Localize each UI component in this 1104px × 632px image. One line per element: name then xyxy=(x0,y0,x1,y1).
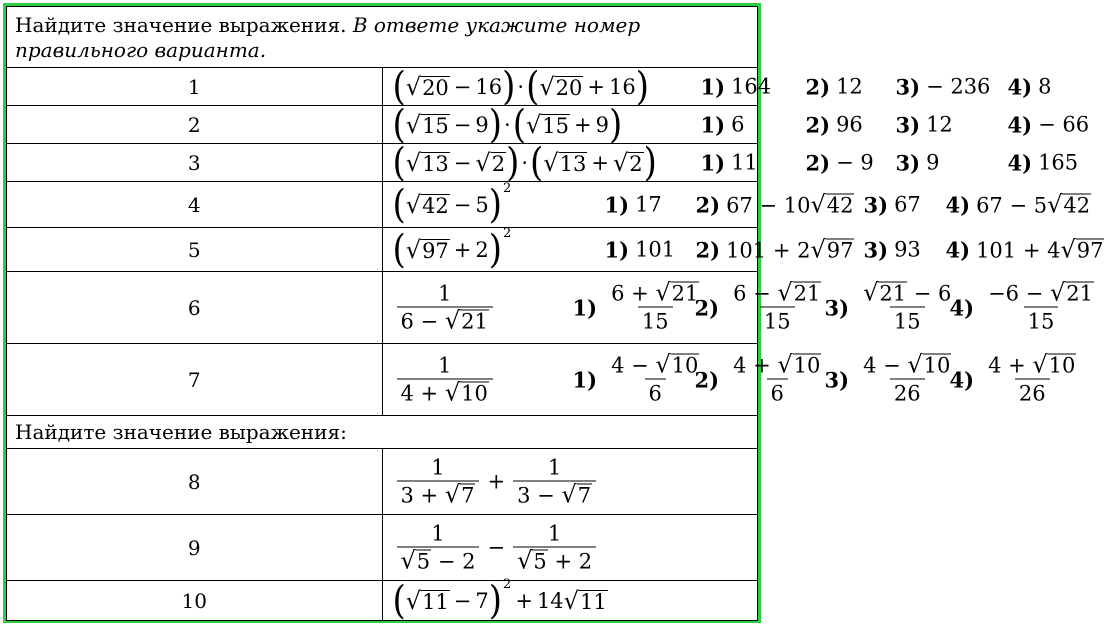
answer-option: 1) 6 + √ 21 15 xyxy=(572,278,699,333)
answer-option: 2) − 9 xyxy=(805,150,874,175)
problem-expression: 1 3 + √ 7 + 1 3 − √ 7 xyxy=(393,454,601,509)
answer-option: 4) − 66 xyxy=(1007,112,1090,137)
instructions-italic: В ответе укажите номер правильного варианта. xyxy=(15,13,641,62)
answer-option: 4) 8 xyxy=(1007,74,1052,99)
answer-option: 2) 4 + √ 10 6 xyxy=(694,350,821,405)
problem-row xyxy=(7,344,758,416)
problem-number: 6 xyxy=(7,272,383,344)
problem-expression: 1 4 + √ 10 xyxy=(393,352,497,407)
problem-row xyxy=(7,272,758,344)
answer-option: 1) 17 xyxy=(604,192,662,217)
answer-option: 3) 67 xyxy=(863,192,921,217)
problem-expression: ( √ 42 − 5 ) 2 xyxy=(392,181,512,228)
answer-option: 2) 67 − 10 √ 42 xyxy=(695,190,854,218)
answer-option: 2) 12 xyxy=(805,74,863,99)
problem-row xyxy=(7,515,758,581)
answer-option: 1) 4 − √ 10 6 xyxy=(572,350,699,405)
answer-option: 1) 101 xyxy=(604,237,676,262)
answer-option: 2) 96 xyxy=(805,112,863,137)
answer-option: 4) −6 − √ 21 15 xyxy=(949,278,1093,333)
answer-option: 3) 12 xyxy=(895,112,953,137)
problem-row xyxy=(7,68,758,106)
answer-option: 3) 93 xyxy=(863,237,921,262)
answer-option: 3) 4 − √ 10 26 xyxy=(824,350,951,405)
problem-row xyxy=(7,228,758,272)
answer-option: 3) − 236 xyxy=(895,74,991,99)
problem-number: 7 xyxy=(7,344,383,416)
problem-expression: ( √ 11 − 7 ) 2 + 14 √ 11 xyxy=(392,577,607,624)
problem-expression: 1 6 − √ 21 xyxy=(393,280,497,335)
instructions xyxy=(7,7,758,68)
instructions-text: Найдите значение выражения. xyxy=(15,13,347,37)
answer-option: 4) 101 + 4 √ 97 xyxy=(945,235,1104,263)
worksheet-frame xyxy=(3,3,1104,624)
problem-expression: ( √ 13 − √ 2 ) · ( √ 13 + √ 2 ) xyxy=(392,139,657,186)
problem-expression: 1 √ 5 − 2 − 1 √ 5 + 2 xyxy=(393,520,601,575)
answer-option: 1) 11 xyxy=(700,150,758,175)
problem-row xyxy=(7,182,758,228)
problem-table xyxy=(6,6,1104,624)
answer-option: 1) 164 xyxy=(700,74,772,99)
problem-number: 5 xyxy=(7,228,383,272)
answer-option: 1) 6 xyxy=(700,112,745,137)
problem-expression: ( √ 15 − 9 ) · ( √ 15 + 9 ) xyxy=(392,101,623,148)
answer-option: 2) 6 − √ 21 15 xyxy=(694,278,821,333)
problem-number: 1 xyxy=(7,68,383,106)
problem-number: 8 xyxy=(7,449,383,515)
problem-row xyxy=(7,144,758,182)
problem-number: 4 xyxy=(7,182,383,228)
problem-row xyxy=(7,449,758,515)
problem-expression: ( √ 97 + 2 ) 2 xyxy=(392,226,512,273)
problem-row xyxy=(7,106,758,144)
problem-number: 3 xyxy=(7,144,383,182)
section-heading: Найдите значение выражения: xyxy=(7,416,758,449)
problem-number: 10 xyxy=(7,581,383,621)
problem-row xyxy=(7,581,758,621)
answer-option: 4) 67 − 5 √ 42 xyxy=(945,190,1091,218)
problem-expression: ( √ 20 − 16 ) · ( √ 20 + 16 ) xyxy=(392,63,649,110)
answer-option: 3) √ 21 − 6 15 xyxy=(824,278,952,333)
problem-number: 2 xyxy=(7,106,383,144)
problem-number: 9 xyxy=(7,515,383,581)
answer-option: 4) 4 + √ 10 26 xyxy=(949,350,1076,405)
answer-option: 3) 9 xyxy=(895,150,940,175)
answer-option: 4) 165 xyxy=(1007,150,1079,175)
answer-option: 2) 101 + 2 √ 97 xyxy=(695,235,854,263)
